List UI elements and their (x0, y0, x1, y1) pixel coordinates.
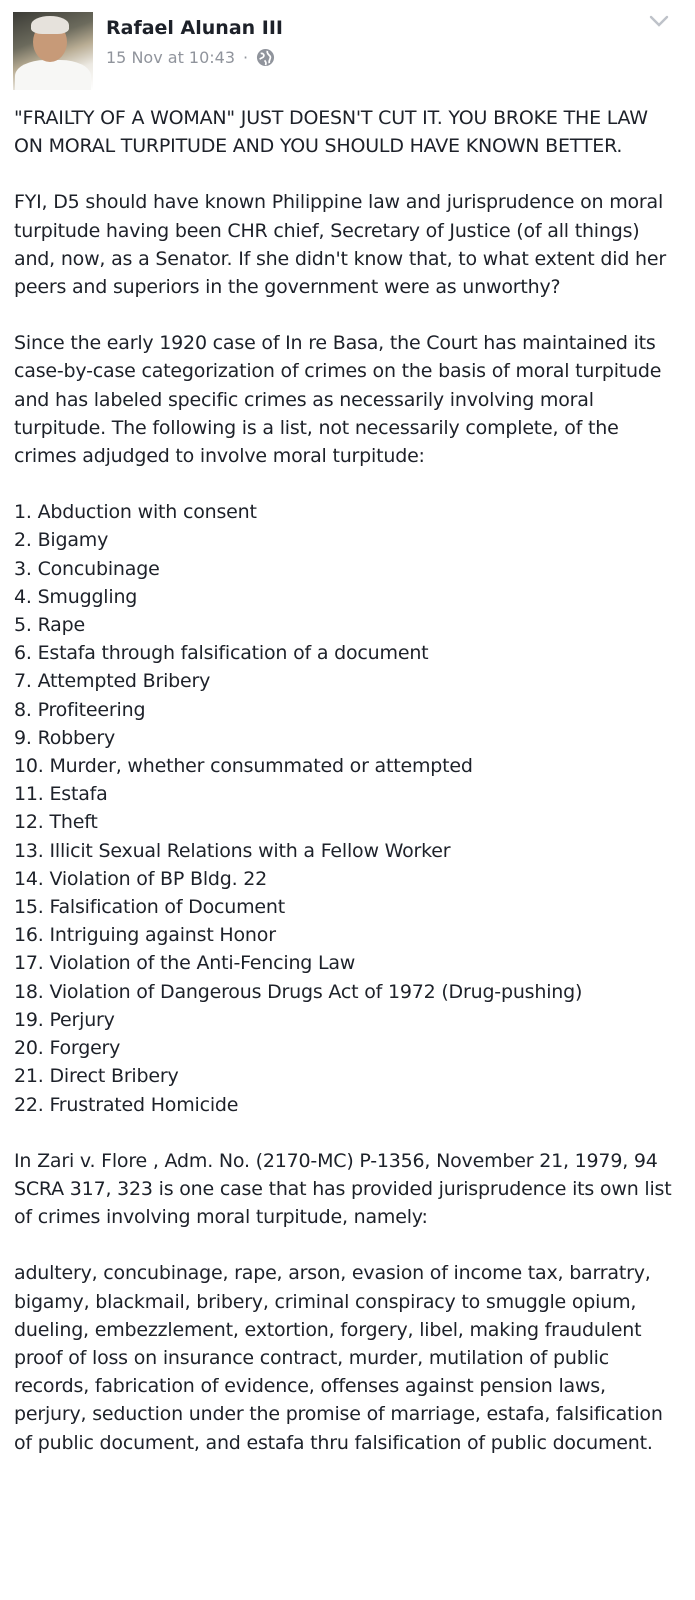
list-item: 13. Illicit Sexual Relations with a Fellow Worker (14, 839, 451, 862)
list-item: 16. Intriguing against Honor (14, 924, 276, 947)
list-item: 11. Estafa (14, 783, 108, 806)
list-item: 18. Violation of Dangerous Drugs Act of 1972 (Drug-pushing) (14, 980, 583, 1003)
list-item: 5. Rape (14, 614, 85, 637)
post-paragraph: adultery, concubinage, rape, arson, evasion of income tax, barratry, bigamy, blackmail, bribery, criminal conspiracy to smuggle opium, dueling, embezzlement, extortion, forgery, libel, making fraudulent proof of loss on insurance contract, murder, mutilation of public records, fabrication of evidence, offenses against pension laws, perjury, seduction under the promise of marriage, estafa, falsification of public document, and estafa thru falsification of public document. (14, 1262, 663, 1454)
list-item: 19. Perjury (14, 1008, 115, 1031)
post-paragraph: In Zari v. Flore , Adm. No. (2170-MC) P-1356, November 21, 1979, 94 SCRA 317, 323 is one case that has provided jurisprudence its own list of crimes involving moral turpitude, namely: (14, 1149, 672, 1229)
author-name[interactable]: Rafael Alunan III (106, 17, 283, 39)
avatar[interactable] (13, 12, 93, 90)
list-item: 3. Concubinage (14, 557, 160, 580)
list-item: 22. Frustrated Homicide (14, 1093, 239, 1116)
list-item: 20. Forgery (14, 1037, 121, 1060)
post-paragraph: FYI, D5 should have known Philippine law and jurisprudence on moral turpitude having been CHR chief, Secretary of Justice (of all things) and, now, as a Senator. If she didn't know that, to what extent did her peers and superiors in the government were as unworthy? (14, 191, 666, 299)
list-item: 15. Falsification of Document (14, 896, 286, 919)
list-item: 9. Robbery (14, 726, 116, 749)
list-item: 21. Direct Bribery (14, 1065, 179, 1088)
post-meta (106, 48, 275, 67)
list-item: 17. Violation of the Anti-Fencing Law (14, 952, 356, 975)
meta-separator: · (243, 48, 249, 67)
list-item: 14. Violation of BP Bldg. 22 (14, 867, 268, 890)
post-timestamp[interactable]: 15 Nov at 10:43 (106, 48, 236, 67)
list-item: 7. Attempted Bribery (14, 670, 211, 693)
crimes-list (14, 498, 681, 1118)
post-paragraph: "FRAILTY OF A WOMAN" JUST DOESN'T CUT IT. YOU BROKE THE LAW ON MORAL TURPITUDE AND YOU SHOULD HAVE KNOWN BETTER. (14, 107, 648, 158)
list-item: 1. Abduction with consent (14, 501, 257, 524)
list-item: 6. Estafa through falsification of a document (14, 642, 429, 665)
post-paragraph: Since the early 1920 case of In re Basa, the Court has maintained its case-by-case categorization of crimes on the basis of moral turpitude and has labeled specific crimes as necessarily involving moral turpitude. The following is a list, not necessarily complete, of the crimes adjudged to involve moral turpitude: (14, 332, 662, 468)
list-item: 4. Smuggling (14, 585, 138, 608)
chevron-down-icon[interactable] (649, 14, 669, 28)
post-header (0, 0, 695, 96)
globe-icon[interactable] (256, 48, 275, 67)
list-item: 2. Bigamy (14, 529, 109, 552)
post-body (0, 96, 695, 1457)
list-item: 8. Profiteering (14, 698, 146, 721)
list-item: 12. Theft (14, 811, 98, 834)
list-item: 10. Murder, whether consummated or attempted (14, 755, 473, 778)
